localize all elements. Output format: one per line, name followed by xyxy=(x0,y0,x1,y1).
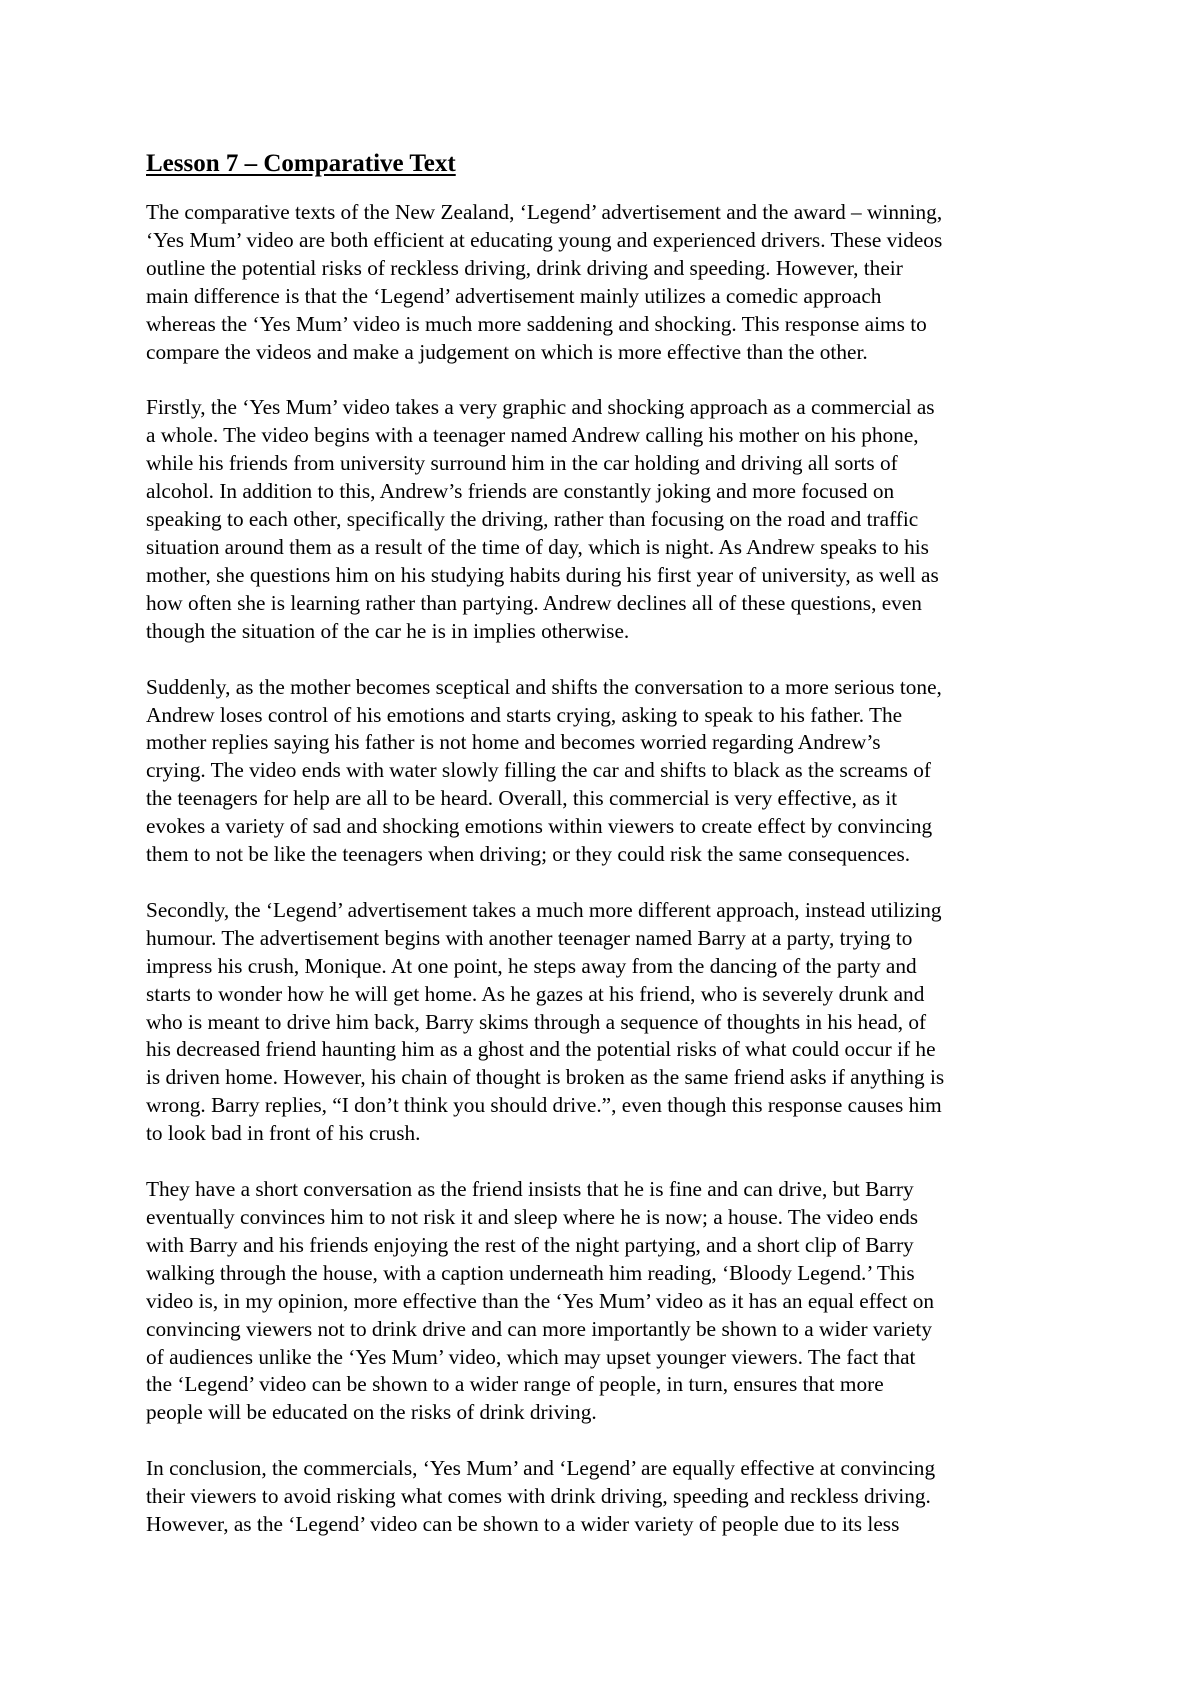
text-line: video is, in my opinion, more effective than the ‘Yes Mum’ video as it has an equal effect on xyxy=(146,1288,935,1313)
text-line: with Barry and his friends enjoying the rest of the night partying, and a short clip of Barry xyxy=(146,1232,914,1257)
text-line: how often she is learning rather than partying. Andrew declines all of these questions, even xyxy=(146,590,922,615)
document-body xyxy=(146,199,1066,1539)
body-paragraph xyxy=(146,394,1066,645)
text-line: is driven home. However, his chain of thought is broken as the same friend asks if anything is xyxy=(146,1065,945,1090)
text-line: convincing viewers not to drink drive and can more importantly be shown to a wider variety xyxy=(146,1316,932,1341)
text-line: However, as the ‘Legend’ video can be shown to a wider variety of people due to its less xyxy=(146,1512,900,1537)
text-line: The comparative texts of the New Zealand, ‘Legend’ advertisement and the award – winning, xyxy=(146,200,943,224)
body-paragraph xyxy=(146,1176,1066,1427)
text-line: main difference is that the ‘Legend’ advertisement mainly utilizes a comedic approach xyxy=(146,283,882,308)
text-line: his decreased friend haunting him as a ghost and the potential risks of what could occur if he xyxy=(146,1037,936,1062)
text-line: impress his crush, Monique. At one point, he steps away from the dancing of the party and xyxy=(146,953,917,978)
text-line: the ‘Legend’ video can be shown to a wider range of people, in turn, ensures that more xyxy=(146,1372,884,1397)
text-line: eventually convinces him to not risk it and sleep where he is now; a house. The video ends xyxy=(146,1205,919,1229)
text-line: alcohol. In addition to this, Andrew’s friends are constantly joking and more focused on xyxy=(146,479,895,504)
text-line: to look bad in front of his crush. xyxy=(146,1121,421,1146)
text-line: who is meant to drive him back, Barry skims through a sequence of thoughts in his head, of xyxy=(146,1009,927,1034)
text-line: mother, she questions him on his studying habits during his first year of university, as well as xyxy=(146,562,939,587)
text-line: wrong. Barry replies, “I don’t think you should drive.”, even though this response causes him xyxy=(146,1093,942,1118)
body-paragraph xyxy=(146,897,1066,1148)
text-line: their viewers to avoid risking what comes with drink driving, speeding and reckless driving. xyxy=(146,1484,931,1509)
body-paragraph xyxy=(146,674,1066,869)
text-line: In conclusion, the commercials, ‘Yes Mum’ and ‘Legend’ are equally effective at convincing xyxy=(146,1456,936,1481)
text-line: people will be educated on the risks of drink driving. xyxy=(146,1400,597,1425)
text-line: Secondly, the ‘Legend’ advertisement takes a much more different approach, instead utilizing xyxy=(146,897,942,922)
text-line: though the situation of the car he is in implies otherwise. xyxy=(146,618,630,643)
text-line: speaking to each other, specifically the driving, rather than focusing on the road and traffic xyxy=(146,507,919,532)
body-paragraph xyxy=(146,199,1066,366)
text-line: ‘Yes Mum’ video are both efficient at educating young and experienced drivers. These videos xyxy=(146,227,943,252)
text-line: compare the videos and make a judgement on which is more effective than the other. xyxy=(146,339,868,364)
body-paragraph xyxy=(146,1455,1066,1539)
text-line: Andrew loses control of his emotions and starts crying, asking to speak to his father. The xyxy=(146,702,903,727)
text-line: them to not be like the teenagers when driving; or they could risk the same consequences. xyxy=(146,842,911,867)
text-line: outline the potential risks of reckless driving, drink driving and speeding. However, their xyxy=(146,255,903,280)
text-line: Firstly, the ‘Yes Mum’ video takes a very graphic and shocking approach as a commercial as xyxy=(146,395,935,420)
text-line: of audiences unlike the ‘Yes Mum’ video, which may upset younger viewers. The fact that xyxy=(146,1344,916,1369)
text-line: whereas the ‘Yes Mum’ video is much more saddening and shocking. This response aims to xyxy=(146,311,927,336)
text-line: the teenagers for help are all to be heard. Overall, this commercial is very effective, as it xyxy=(146,786,898,811)
text-line: They have a short conversation as the friend insists that he is fine and can drive, but Barry xyxy=(146,1177,914,1202)
text-line: while his friends from university surround him in the car holding and driving all sorts of xyxy=(146,451,898,476)
text-line: situation around them as a result of the time of day, which is night. As Andrew speaks to his xyxy=(146,534,929,559)
text-line: walking through the house, with a caption underneath him reading, ‘Bloody Legend.’ This xyxy=(146,1260,915,1285)
document-page xyxy=(146,147,1066,1567)
text-line: Suddenly, as the mother becomes sceptical and shifts the conversation to a more serious tone, xyxy=(146,674,942,699)
text-line: mother replies saying his father is not home and becomes worried regarding Andrew’s xyxy=(146,730,881,755)
text-line: starts to wonder how he will get home. As he gazes at his friend, who is severely drunk and xyxy=(146,981,925,1006)
text-line: crying. The video ends with water slowly filling the car and shifts to black as the screams of xyxy=(146,758,932,783)
text-line: a whole. The video begins with a teenager named Andrew calling his mother on his phone, xyxy=(146,423,919,448)
document-title: Lesson 7 – Comparative Text xyxy=(146,150,456,177)
text-line: evokes a variety of sad and shocking emotions within viewers to create effect by convincing xyxy=(146,814,933,839)
text-line: humour. The advertisement begins with another teenager named Barry at a party, trying to xyxy=(146,925,913,950)
